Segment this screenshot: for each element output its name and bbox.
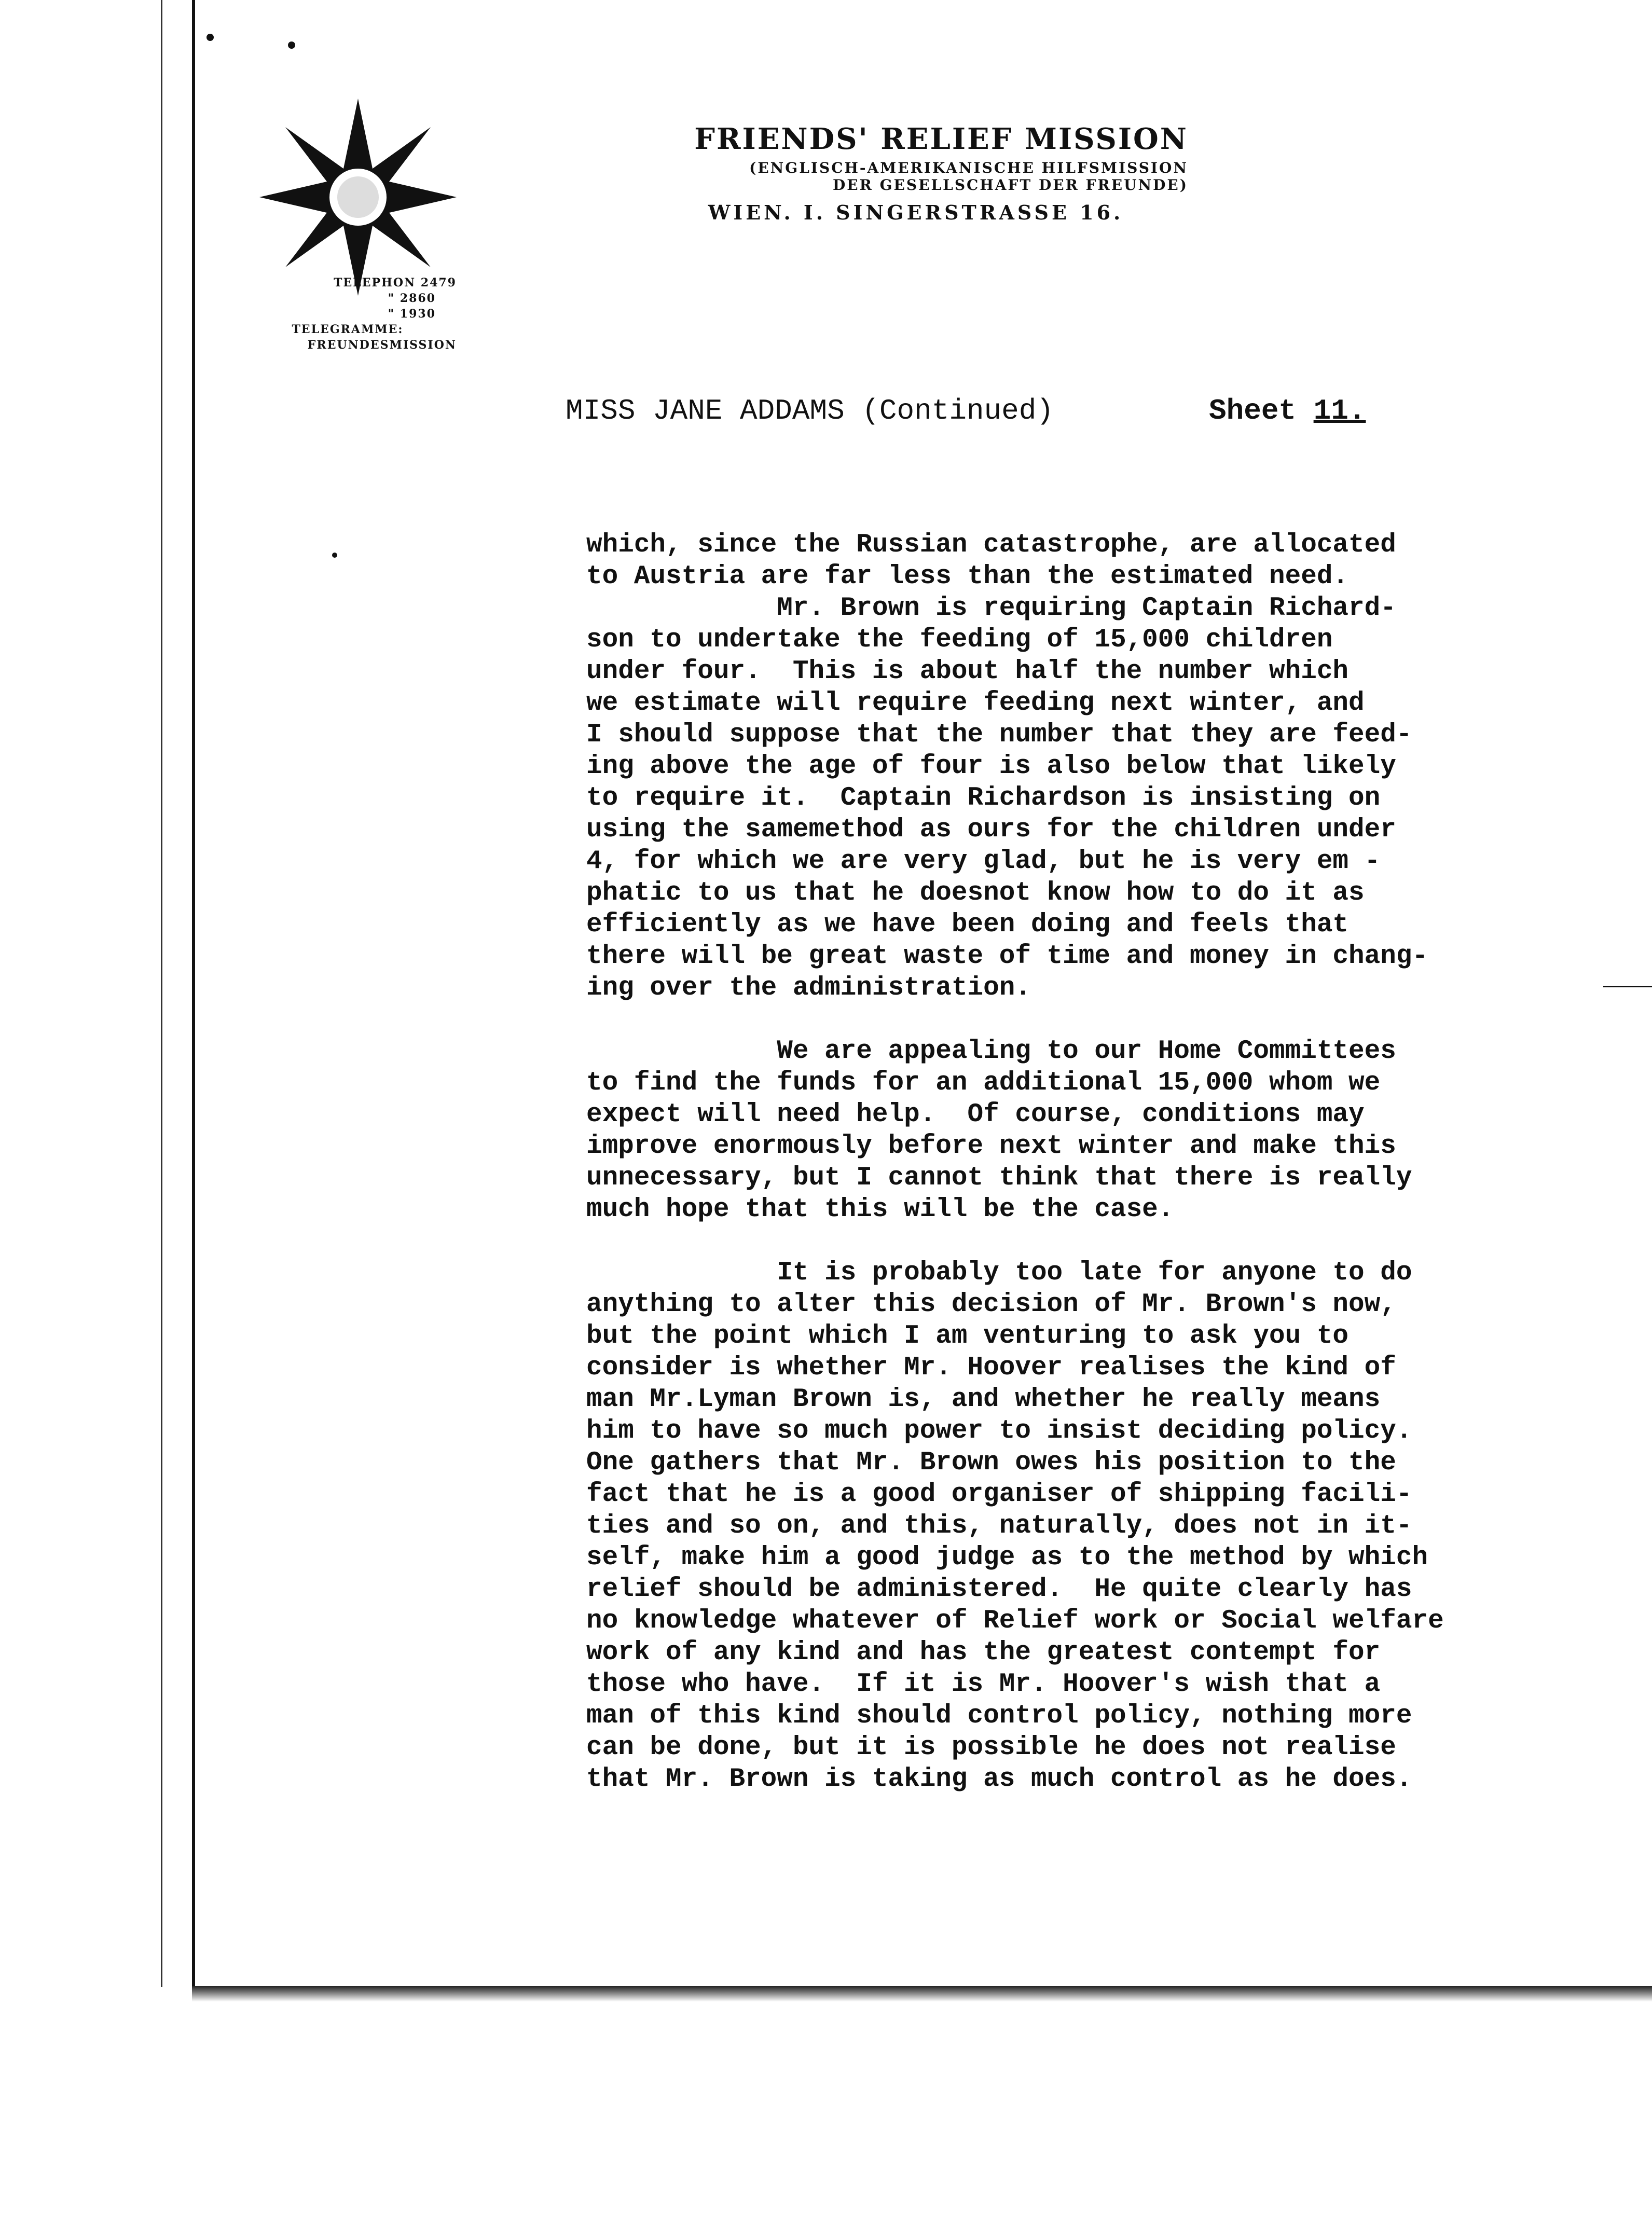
sheet-label: Sheet [1209,394,1297,428]
text-line: ties and so on, and this, naturally, does not in it- [586,1511,1412,1541]
text-line: I should suppose that the number that they are feed- [586,720,1412,750]
org-subtitle-1: (ENGLISCH-AMERIKANISCHE HILFSMISSION [749,159,1188,176]
text-line: under four. This is about half the number which [586,657,1349,686]
text-line: unnecessary, but I cannot think that there is really [586,1163,1412,1193]
text-line: there will be great waste of time and money in chang- [586,942,1428,971]
recipient-heading: MISS JANE ADDAMS (Continued) [566,394,1054,428]
text-line: those who have. If it is Mr. Hoover's wish that a [586,1670,1381,1699]
paragraph [586,1036,1494,1225]
text-line: anything to alter this decision of Mr. Brown's now, [586,1290,1396,1319]
text-line: fact that he is a good organiser of shipping facili- [586,1480,1412,1509]
telephone-block [239,275,457,353]
telephone-number-3: " 1930 [388,307,436,321]
paragraph [586,1257,1494,1795]
paragraph-gap [586,1225,1494,1257]
text-line: We are appealing to our Home Committees [586,1037,1396,1066]
paragraph-gap [586,1004,1494,1036]
page-bottom-edge [192,1986,1652,2002]
text-line: man Mr.Lyman Brown is, and whether he really means [586,1385,1381,1414]
org-name: FRIENDS' RELIEF MISSION [694,122,1188,156]
text-line: to find the funds for an additional 15,000 whom we [586,1068,1381,1098]
text-line: to Austria are far less than the estimated need. [586,562,1349,591]
org-subtitle-2: DER GESELLSCHAFT DER FREUNDE) [833,176,1188,194]
margin-mark [1603,986,1652,987]
text-line: ing above the age of four is also below that likely [586,752,1396,781]
text-line: him to have so much power to insist deciding policy. [586,1416,1412,1446]
telephone-number-2: " 2860 [388,292,436,305]
eight-point-star-icon [259,99,457,296]
text-line: ing over the administration. [586,973,1031,1003]
sheet-heading [1209,394,1366,428]
org-address: WIEN. I. SINGERSTRASSE 16. [708,201,1124,224]
text-line: much hope that this will be the case. [586,1195,1174,1224]
paragraph [586,529,1494,1004]
telephone-label: TELEPHON 2479 [334,276,457,290]
text-line: One gathers that Mr. Brown owes his position to the [586,1448,1396,1478]
page-left-edge [0,0,195,1987]
letterhead [643,122,1188,224]
text-line: phatic to us that he doesnot know how to do it as [586,878,1365,908]
speck [206,34,214,41]
sheet-number: 11. [1313,394,1366,428]
text-line: but the point which I am venturing to ask you to [586,1321,1349,1351]
telegram-name: FREUNDESMISSION [307,338,457,352]
text-line: that Mr. Brown is taking as much control as he does. [586,1765,1412,1794]
speck [332,553,337,558]
text-line: expect will need help. Of course, conditions may [586,1100,1365,1129]
speck [288,42,295,49]
text-line: 4, for which we are very glad, but he is very em - [586,847,1381,876]
text-line: can be done, but it is possible he does not realise [586,1733,1396,1762]
text-line: consider is whether Mr. Hoover realises the kind of [586,1353,1396,1383]
text-line: work of any kind and has the greatest contempt for [586,1638,1381,1667]
text-line: using the samemethod as ours for the children under [586,815,1396,845]
text-line: relief should be administered. He quite clearly has [586,1575,1412,1604]
text-line: self, make him a good judge as to the method by which [586,1543,1428,1573]
text-line: man of this kind should control policy, nothing more [586,1701,1412,1731]
text-line: son to undertake the feeding of 15,000 children [586,625,1333,655]
text-line: to require it. Captain Richardson is insisting on [586,783,1381,813]
text-line: which, since the Russian catastrophe, are allocated [586,530,1396,560]
text-line: improve enormously before next winter and make this [586,1132,1396,1161]
telegram-label: TELEGRAMME: [292,323,404,336]
text-line: It is probably too late for anyone to do [586,1258,1412,1288]
text-line: no knowledge whatever of Relief work or Social welfare [586,1606,1444,1636]
text-line: we estimate will require feeding next winter, and [586,688,1365,718]
text-line: efficiently as we have been doing and feels that [586,910,1349,940]
text-line: Mr. Brown is requiring Captain Richard- [586,594,1396,623]
letter-body [586,529,1494,1795]
